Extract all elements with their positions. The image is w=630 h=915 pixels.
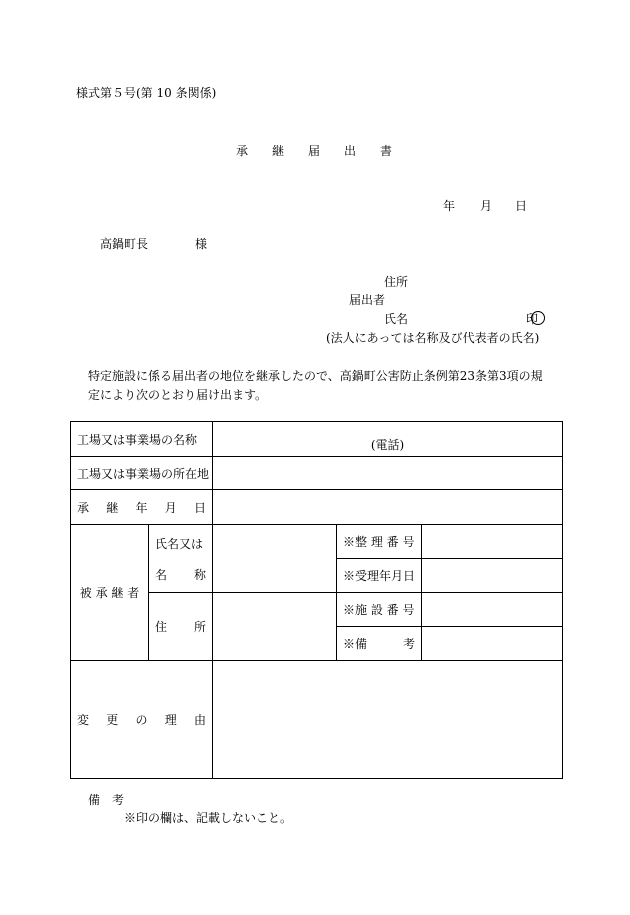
received-date-label: ※受理年月日: [337, 559, 422, 593]
applicant-address-label: 住所: [384, 275, 409, 289]
notes-heading: 備 考: [88, 793, 125, 807]
succession-date-field[interactable]: [213, 490, 563, 525]
ref-no-label: ※整 理 番 号: [337, 525, 422, 559]
addressee-name: 高鍋町長: [100, 237, 149, 251]
remarks-label: ※備 考: [337, 627, 422, 661]
predecessor-label: 被 承 継 者: [71, 525, 149, 661]
applicant-label: 届出者: [349, 293, 386, 307]
notification-form-table: [70, 421, 563, 779]
ref-no-field[interactable]: [422, 525, 563, 559]
date-day-label: 日: [515, 199, 528, 213]
form-number: 様式第５号(第 10 条関係): [76, 86, 217, 100]
factory-name-label: 工場又は事業場の名称: [71, 422, 213, 457]
received-date-field[interactable]: [422, 559, 563, 593]
reason-label: 変 更 の 理 由: [71, 661, 213, 779]
date-year-label: 年: [443, 199, 456, 213]
facility-no-field[interactable]: [422, 593, 563, 627]
remarks-field[interactable]: [422, 627, 563, 661]
applicant-name-label: 氏名: [384, 312, 409, 326]
predecessor-address-field[interactable]: [213, 593, 337, 661]
addressee-honorific: 様: [195, 237, 208, 251]
factory-name-field[interactable]: [213, 422, 563, 457]
date-month-label: 月: [480, 199, 493, 213]
notes-item: ※印の欄は、記載しないこと。: [124, 811, 293, 825]
reason-field[interactable]: [213, 661, 563, 779]
facility-no-label: ※施 設 番 号: [337, 593, 422, 627]
seal-circle: [531, 311, 545, 325]
corporate-note: (法人にあっては名称及び代表者の氏名): [326, 331, 540, 345]
predecessor-address-label: 住 所: [149, 593, 213, 661]
body-text-line-1: 特定施設に係る届出者の地位を継承したので、高鍋町公害防止条例第23条第3項の規: [88, 369, 543, 383]
seal-mark: 印: [526, 312, 539, 326]
predecessor-name-label: 氏名又は 名 称: [149, 525, 213, 593]
body-text-line-2: 定により次のとおり届け出ます。: [88, 388, 268, 402]
predecessor-name-field[interactable]: [213, 525, 337, 593]
page-title: 承 継 届 出 書: [236, 144, 393, 158]
succession-date-label: 承 継 年 月 日: [71, 490, 213, 525]
factory-location-label: 工場又は事業場の所在地: [71, 457, 213, 490]
factory-location-field[interactable]: [213, 457, 563, 490]
phone-label: (電話): [370, 438, 405, 452]
